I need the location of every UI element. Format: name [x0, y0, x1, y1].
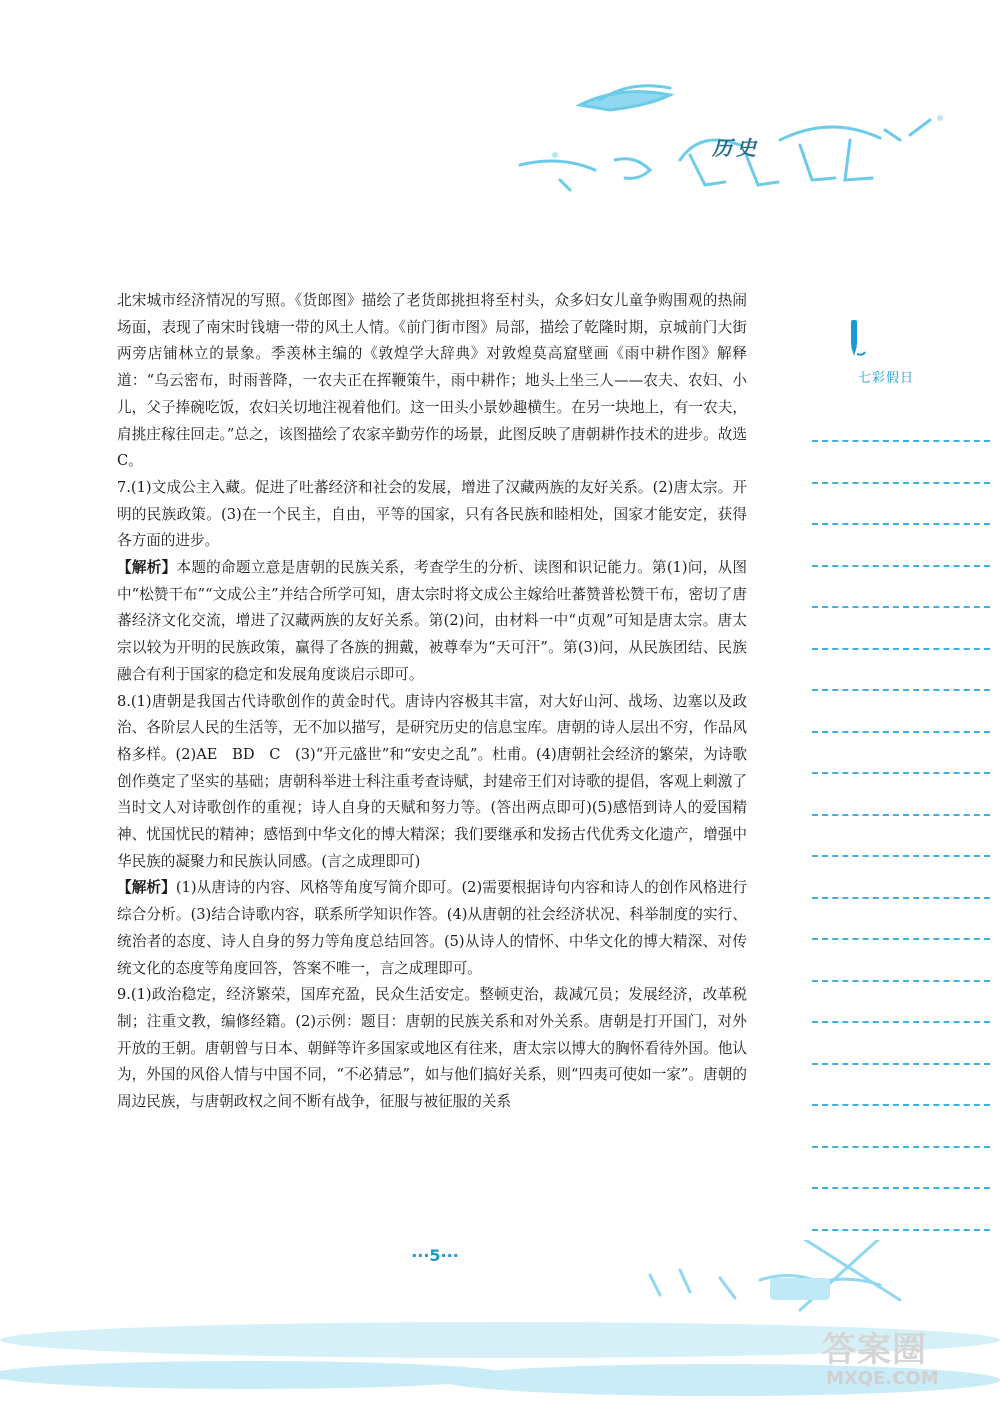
note-line	[812, 1063, 990, 1065]
note-line	[812, 440, 990, 442]
analysis-7: 【解析】本题的命题立意是唐朝的民族关系，考查学生的分析、读图和识记能力。第(1)问，从图中“松赞干布”“文成公主”并结合所学可知，唐太宗时将文成公主嫁给吐蕃赞普松赞干布，密切了唐蕃经济文化交流，增进了汉藏两族的友好关系。第(2)问，由材料一中“贞观”可知是唐太宗。唐太宗以较为开明的民族政策，赢得了各族的拥戴，被尊奉为“天可汗”。第(3)问，从民族团结、民族融合有利于国家的稳定和发展角度谈启示即可。	[117, 559, 747, 683]
note-line	[812, 648, 990, 650]
note-line	[812, 606, 990, 608]
note-line	[812, 689, 990, 691]
subject-title: 历史	[712, 136, 760, 160]
note-line	[812, 897, 990, 899]
watermark-url: MXQE.COM	[826, 1368, 939, 1389]
answer-8: 8.(1)唐朝是我国古代诗歌创作的黄金时代。唐诗内容极其丰富，对大好山河、战场、边塞以及政治、各阶层人民的生活等，无不加以描写，是研究历史的信息宝库。唐朝的诗人层出不穷，作品风格多样。(2)AE BD C (3)“开元盛世”和“安史之乱”。杜甫。(4)唐朝社会经济的繁荣，为诗歌创作奠定了坚实的基础；唐朝科举进士科注重考查诗赋，封建帝王们对诗歌的提倡，客观上刺激了当时文人对诗歌创作的重视；诗人自身的天赋和努力等。(答出两点即可)(5)感悟到诗人的爱国精神、忧国忧民的精神；感悟到中华文化的博大精深；我们要继承和发扬古代优秀文化遗产，增强中华民族的凝聚力和民族认同感。(言之成理即可)	[117, 692, 747, 870]
note-line	[812, 855, 990, 857]
note-line	[812, 1104, 990, 1106]
answer-9: 9.(1)政治稳定，经济繁荣，国库充盈，民众生活安定。整顿吏治，裁减冗员；发展经济，改革税制；注重文教，编修经籍。(2)示例：题目：唐朝的民族关系和对外关系。唐朝是打开国门，对外开放的王朝。唐朝曾与日本、朝鲜等许多国家或地区有往来，唐太宗以博大的胸怀看待外国。他认为，外国的风俗人情与中国不同，“不必猜忌”，如与他们搞好关系，则“四夷可使如一家”。唐朝的周边民族，与唐朝政权之间不断有战争，征服与被征服的关系	[117, 986, 747, 1111]
note-line	[812, 731, 990, 733]
note-line	[812, 1021, 990, 1023]
note-line	[812, 482, 990, 484]
analysis-tag: 【解析】	[117, 559, 177, 577]
note-line	[812, 980, 990, 982]
pen-icon	[843, 320, 867, 360]
sidebar-label: 七彩假日	[858, 371, 915, 386]
answer-7: 7.(1)文成公主入藏。促进了吐蕃经济和社会的发展，增进了汉藏两族的友好关系。(2)唐太宗。开明的民族政策。(3)在一个民主，自由，平等的国家，只有各民族和睦相处，国家才能安定，获得各方面的进步。	[117, 478, 747, 550]
note-line	[812, 772, 990, 774]
note-line	[812, 938, 990, 940]
note-line	[812, 814, 990, 816]
analysis-8: 【解析】(1)从唐诗的内容、风格等角度写简介即可。(2)需要根据诗句内容和诗人的创作风格进行综合分析。(3)结合诗歌内容，联系所学知识作答。(4)从唐朝的社会经济状况、科举制度的实行、统治者的态度、诗人自身的努力等角度总结回答。(5)从诗人的情怀、中华文化的博大精深、对传统文化的态度等角度回答，答案不唯一，言之成理即可。	[117, 879, 747, 977]
note-lines	[812, 440, 998, 1270]
paragraph-6-continuation: 北宋城市经济情况的写照。《货郎图》描绘了老货郎挑担将至村头，众多妇女儿童争购围观的热闹场面，表现了南宋时钱塘一带的风土人情。《前门街市图》局部，描绘了乾隆时期，京城前门大街两旁店铺林立的景象。季羡林主编的《敦煌学大辞典》对敦煌莫高窟壁画《雨中耕作图》解释道：“乌云密布，时雨普降，一农夫正在挥鞭策牛，雨中耕作；地头上坐三人——农夫、农妇、小儿，父子捧碗吃饭，农妇关切地注视着他们。这一田头小景妙趣横生。在另一块地上，有一农夫，肩挑庄稼往回走。”总之，该图描绘了农家辛勤劳作的场景，此图反映了唐朝耕作技术的进步。故选C。	[117, 292, 747, 470]
note-line	[812, 1146, 990, 1148]
note-line	[812, 1187, 990, 1189]
note-line	[812, 565, 990, 567]
page-number: ···5···	[411, 1246, 459, 1265]
note-line	[812, 1229, 990, 1231]
note-line	[812, 523, 990, 525]
watermark-logo: 答案圈	[822, 1330, 927, 1370]
answer-content	[117, 288, 747, 1116]
analysis-tag: 【解析】	[117, 879, 176, 897]
